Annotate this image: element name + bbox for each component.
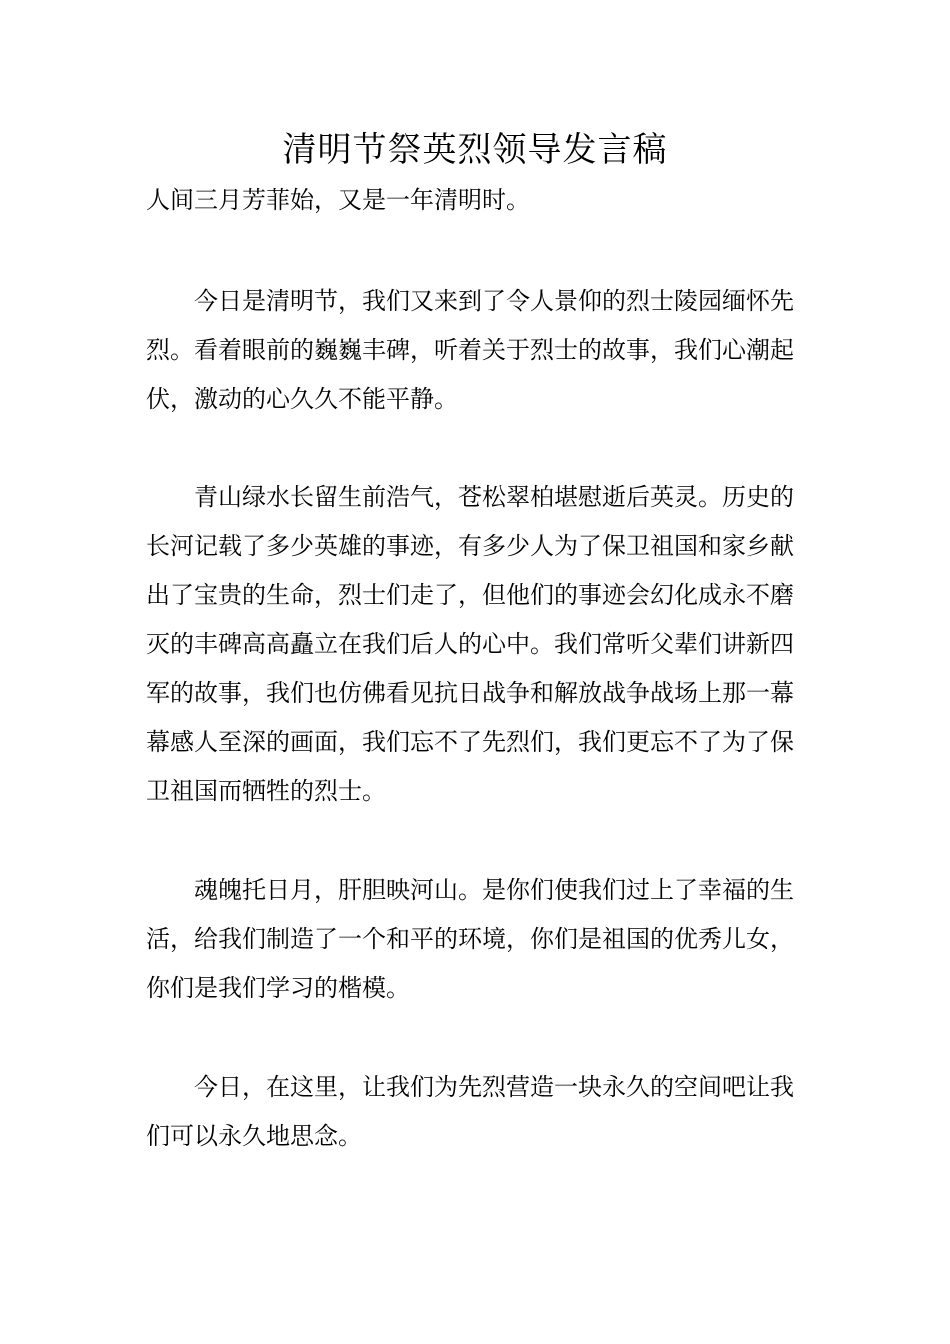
paragraph-3: 魂魄托日月，肝胆映河山。是你们使我们过上了幸福的生活，给我们制造了一个和平的环境，你们是祖国的优秀儿女，你们是我们学习的楷模。	[146, 876, 794, 1002]
paragraph-4: 今日，在这里，让我们为先烈营造一块永久的空间吧让我们可以永久地思念。	[146, 1073, 794, 1150]
paragraph-2: 青山绿水长留生前浩气，苍松翠柏堪慰逝后英灵。历史的长河记载了多少英雄的事迹，有多少人为了保卫祖国和家乡献出了宝贵的生命，烈士们走了，但他们的事迹会幻化成永不磨灭的丰碑高高矗立在我们后人的心中。我们常听父辈们讲新四军的故事，我们也仿佛看见抗日战争和解放战争战场上那一幕幕感人至深的画面，我们忘不了先烈们，我们更忘不了为了保卫祖国而牺牲的烈士。	[146, 483, 794, 805]
lead-line: 人间三月芳菲始，又是一年清明时。	[146, 186, 530, 214]
document-title: 清明节祭英烈领导发言稿	[282, 130, 668, 170]
paragraph-1: 今日是清明节，我们又来到了令人景仰的烈士陵园缅怀先烈。看着眼前的巍巍丰碑，听着关于烈士的故事，我们心潮起伏，激动的心久久不能平静。	[146, 287, 794, 413]
